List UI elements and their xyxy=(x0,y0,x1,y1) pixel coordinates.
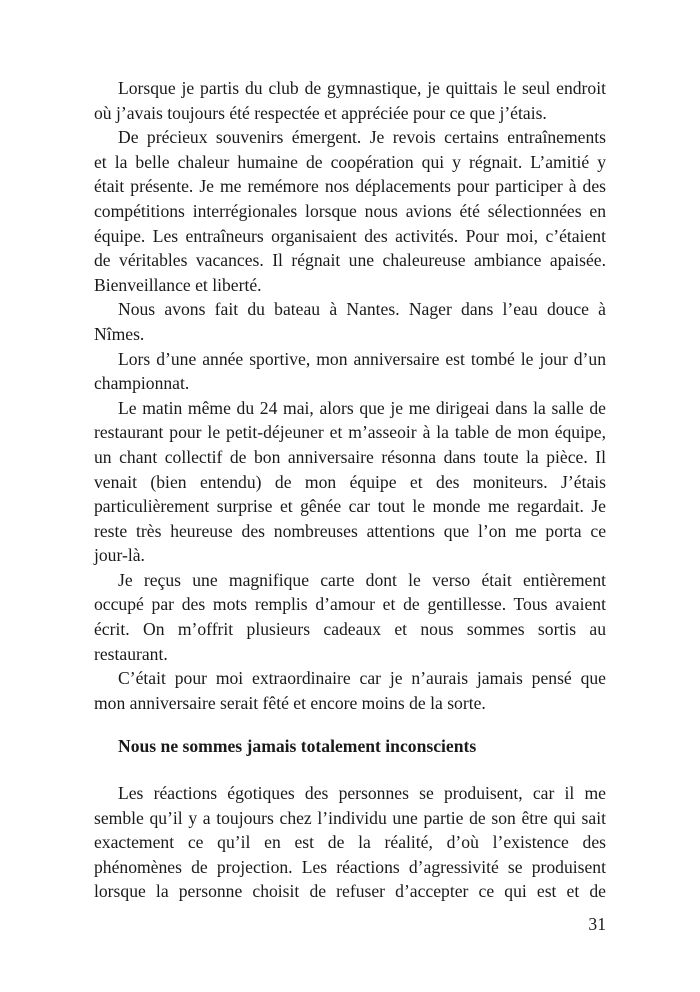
text-line: jour-là. xyxy=(94,545,145,566)
page-number: 31 xyxy=(588,914,606,934)
text-line: C’était pour moi extraordinaire car je n’aurais jamais pensé que xyxy=(118,668,606,689)
text-line: était présente. Je me remémore nos déplacements pour participer à des xyxy=(94,176,606,197)
text-line: Le matin même du 24 mai, alors que je me dirigeai dans la salle de xyxy=(118,397,606,418)
text-line: Les réactions égotiques des personnes se produisent, car il me xyxy=(118,783,606,803)
text-line: Nous avons fait du bateau à Nantes. Nager dans l’eau douce à xyxy=(118,299,606,320)
section-1-text xyxy=(94,76,606,715)
text-line: venait (bien entendu) de mon équipe et des moniteurs. J’étais xyxy=(94,471,606,492)
text-line: De précieux souvenirs émergent. Je revois certains entraînements xyxy=(118,127,606,148)
text-line: championnat. xyxy=(94,373,190,394)
text-line: exactement ce qu’il en est de la réalité, d’où l’existence des xyxy=(94,832,606,853)
text-line: écrit. On m’offrit plusieurs cadeaux et nous sommes sortis au xyxy=(94,619,606,640)
text-line: de véritables vacances. Il régnait une chaleureuse ambiance apaisée. xyxy=(94,250,606,271)
section-heading: Nous ne sommes jamais totalement inconscients xyxy=(118,736,477,756)
text-line: Nîmes. xyxy=(94,323,145,344)
text-line: et la belle chaleur humaine de coopération qui y régnait. L’amitié y xyxy=(94,151,606,172)
text-line: Bienveillance et liberté. xyxy=(94,274,262,295)
text-line: phénomènes de projection. Les réactions d’agressivité se produisent xyxy=(94,856,606,877)
text-line: reste très heureuse des nombreuses attentions que l’on me porta ce xyxy=(94,520,606,541)
text-line: lorsque la personne choisit de refuser d’accepter ce qui est et de xyxy=(94,881,606,902)
text-line: équipe. Les entraîneurs organisaient des activités. Pour moi, c’étaient xyxy=(94,225,606,246)
section-2-text xyxy=(94,781,606,904)
text-line: Lorsque je partis du club de gymnastique, je quittais le seul endroit xyxy=(118,78,606,98)
text-line: où j’avais toujours été respectée et appréciée pour ce que j’étais. xyxy=(94,102,547,123)
text-line: occupé par des mots remplis d’amour et de gentillesse. Tous avaient xyxy=(94,594,606,615)
text-line: Lors d’une année sportive, mon anniversaire est tombé le jour d’un xyxy=(118,348,606,369)
text-line: Je reçus une magnifique carte dont le verso était entièrement xyxy=(118,569,606,590)
text-line: restaurant pour le petit-déjeuner et m’asseoir à la table de mon équipe, xyxy=(94,422,606,443)
text-line: restaurant. xyxy=(94,643,168,664)
text-line: un chant collectif de bon anniversaire résonna dans toute la pièce. Il xyxy=(94,446,606,467)
text-line: mon anniversaire serait fêté et encore moins de la sorte. xyxy=(94,692,486,713)
text-line: particulièrement surprise et gênée car tout le monde me regardait. Je xyxy=(94,496,606,517)
text-line: compétitions interrégionales lorsque nous avions été sélectionnées en xyxy=(94,200,606,221)
text-line: semble qu’il y a toujours chez l’individu une partie de son être qui sait xyxy=(94,807,606,828)
